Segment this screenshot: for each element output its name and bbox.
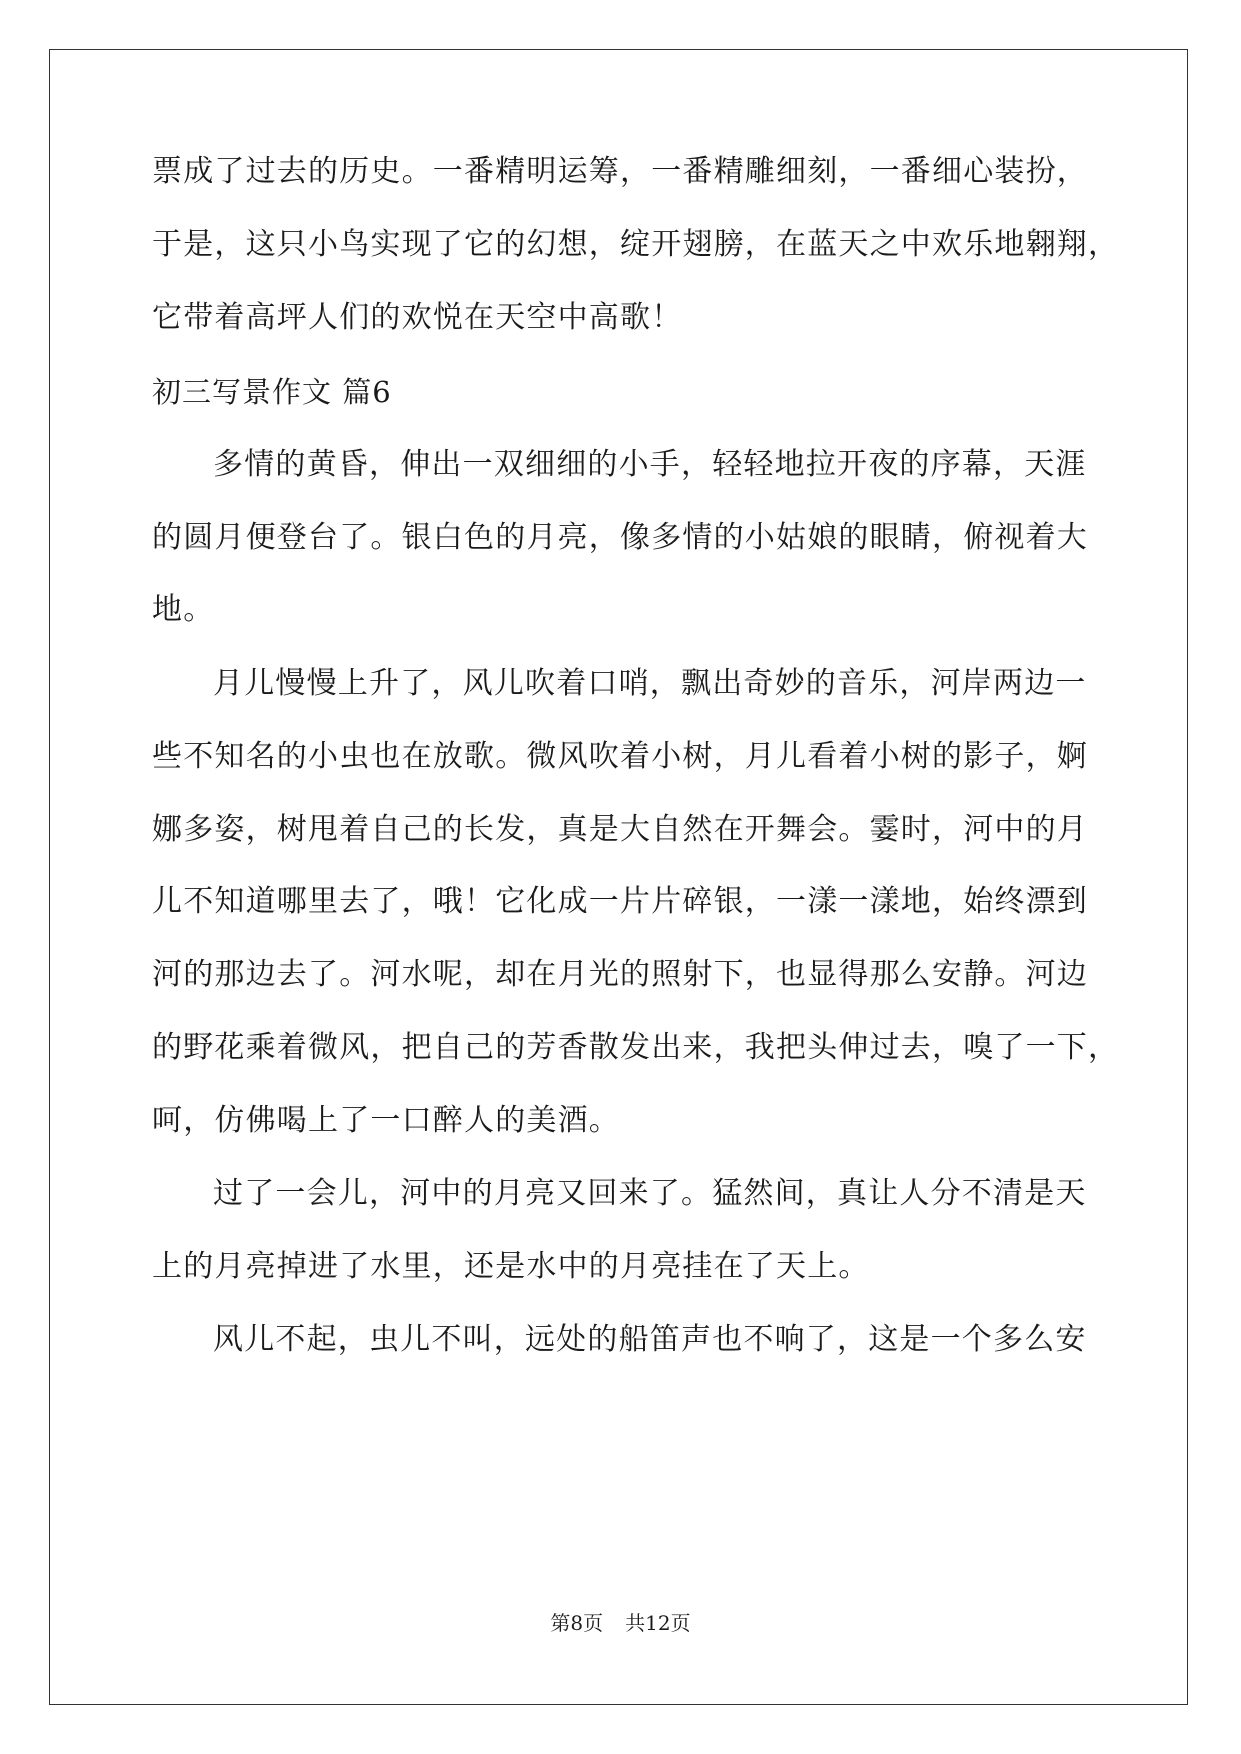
text-line: 的野花乘着微风，把自己的芳香散发出来，我把头伸过去，嗅了一下， — [152, 1030, 1120, 1065]
text-line: 呵，仿佛喝上了一口醉人的美酒。 — [152, 1103, 620, 1138]
text-line: 多情的黄昏，伸出一双细细的小手，轻轻地拉开夜的序幕，天涯 — [213, 447, 1087, 482]
text-line: 河的那边去了。河水呢，却在月光的照射下，也显得那么安静。河边 — [152, 957, 1088, 992]
text-line: 过了一会儿，河中的月亮又回来了。猛然间，真让人分不清是天 — [213, 1176, 1087, 1211]
page-number-total: 共12页 — [625, 1611, 691, 1635]
text-line: 的圆月便登台了。银白色的月亮，像多情的小姑娘的眼睛，俯视着大 — [152, 520, 1088, 555]
text-line: 它带着高坪人们的欢悦在天空中高歌！ — [152, 300, 683, 335]
section-heading: 初三写景作文 篇6 — [152, 375, 392, 409]
page-footer — [0, 1610, 1241, 1636]
page-number-current: 第8页 — [550, 1611, 604, 1635]
text-line: 娜多姿，树甩着自己的长发，真是大自然在开舞会。霎时，河中的月 — [152, 812, 1088, 847]
text-line: 上的月亮掉进了水里，还是水中的月亮挂在了天上。 — [152, 1249, 870, 1284]
text-line: 票成了过去的历史。一番精明运筹，一番精雕细刻，一番细心装扮， — [152, 154, 1088, 189]
text-line: 风儿不起，虫儿不叫，远处的船笛声也不响了，这是一个多么安 — [213, 1322, 1087, 1357]
text-line: 于是，这只小鸟实现了它的幻想，绽开翅膀，在蓝天之中欢乐地翱翔， — [152, 227, 1120, 262]
text-line: 些不知名的小虫也在放歌。微风吹着小树，月儿看着小树的影子，婀 — [152, 739, 1088, 774]
text-line: 月儿慢慢上升了，风儿吹着口哨，飘出奇妙的音乐，河岸两边一 — [213, 666, 1087, 701]
text-line: 地。 — [152, 592, 215, 627]
text-line: 儿不知道哪里去了，哦！它化成一片片碎银，一漾一漾地，始终漂到 — [152, 884, 1088, 919]
